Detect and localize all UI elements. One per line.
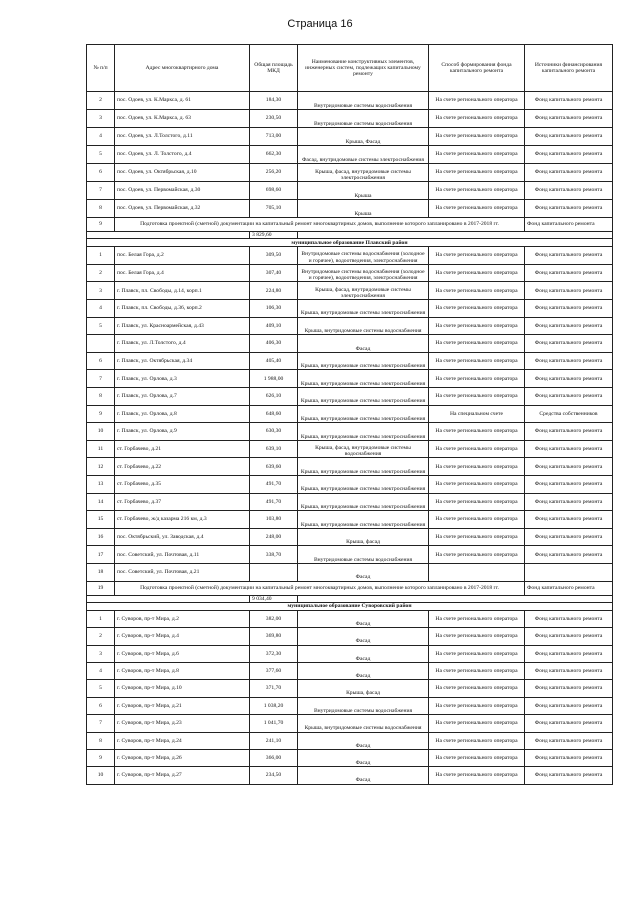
header-address: Адрес многоквартирного дома <box>115 45 250 92</box>
row-source: Фонд капитального ремонта <box>525 511 613 529</box>
row-number: 17 <box>87 546 115 564</box>
row-source: Фонд капитального ремонта <box>525 610 613 627</box>
table-row <box>87 423 613 441</box>
table-row <box>87 128 613 146</box>
row-works: Крыша <box>298 182 429 200</box>
row-number: 8 <box>87 732 115 749</box>
row-address: г. Суворов, пр-т Мира, д.10 <box>115 680 250 697</box>
table-header-row <box>87 45 613 92</box>
row-method: На счете регионального оператора <box>429 767 525 784</box>
row-works: Фасад <box>298 749 429 766</box>
design-docs-row <box>87 218 613 232</box>
row-works: Крыша, внутридомовые системы водоснабжения <box>298 715 429 732</box>
row-source: Фонд капитального ремонта <box>525 680 613 697</box>
row-works: Крыша <box>298 200 429 218</box>
row-area: 648,60 <box>250 405 298 423</box>
table-row <box>87 110 613 128</box>
row-method: На специальном счете <box>429 405 525 423</box>
row-address: ст. Горбачево, д.21 <box>115 440 250 458</box>
row-source: Фонд капитального ремонта <box>525 662 613 679</box>
row-number <box>87 335 115 353</box>
row-works: Крыша, внутридомовые системы водоснабжения <box>298 317 429 335</box>
row-number: 3 <box>87 110 115 128</box>
row-area: 103,80 <box>250 511 298 529</box>
row-method: На счете регионального оператора <box>429 317 525 335</box>
row-address: пос. Одоев, ул. Л. Толстого, д.4 <box>115 146 250 164</box>
row-number: 4 <box>87 128 115 146</box>
row-number: 3 <box>87 645 115 662</box>
row-works: Внутридомовые системы водоснабжения <box>298 546 429 564</box>
table-row <box>87 749 613 766</box>
row-source: Фонд капитального ремонта <box>525 493 613 511</box>
row-method: На счете регионального оператора <box>429 247 525 265</box>
row-method: На счете регионального оператора <box>429 300 525 318</box>
row-area: 224,80 <box>250 282 298 300</box>
table-row <box>87 247 613 265</box>
design-docs-row <box>87 581 613 595</box>
row-address: г. Плавск, ул. Орлова, д.8 <box>115 405 250 423</box>
row-number: 2 <box>87 92 115 110</box>
table-row <box>87 493 613 511</box>
row-method: На счете регионального оператора <box>429 749 525 766</box>
row-method: На счете регионального оператора <box>429 475 525 493</box>
row-area: 372,30 <box>250 645 298 662</box>
row-works: Фасад <box>298 335 429 353</box>
row-address: г. Плавск, ул. Орлова, д.3 <box>115 370 250 388</box>
row-source: Фонд капитального ремонта <box>525 645 613 662</box>
repair-program-table <box>86 44 613 785</box>
row-number: 16 <box>87 528 115 546</box>
row-address: пос. Белая Гора, д.4 <box>115 264 250 282</box>
row-address: пос. Одоев, ул. К.Маркса, д. 61 <box>115 92 250 110</box>
row-source: Фонд капитального ремонта <box>525 182 613 200</box>
row-works: Фасад, внутридомовые системы электроснабжения <box>298 146 429 164</box>
row-works: Фасад <box>298 628 429 645</box>
row-works: Внутридомовые системы водоснабжения <box>298 697 429 714</box>
row-works: Крыша, внутридомовые системы электроснабжения <box>298 423 429 441</box>
row-method: На счете регионального оператора <box>429 335 525 353</box>
row-method: На счете регионального оператора <box>429 645 525 662</box>
row-source: Фонд капитального ремонта <box>525 146 613 164</box>
row-number: 3 <box>87 282 115 300</box>
row-works: Фасад <box>298 563 429 581</box>
row-number: 12 <box>87 458 115 476</box>
row-works: Крыша, фасад, внутридомовые системы электроснабжения <box>298 164 429 182</box>
row-method: На счете регионального оператора <box>429 610 525 627</box>
row-address: г. Суворов, пр-т Мира, д.4 <box>115 628 250 645</box>
row-address: г. Плавск, ул. Л.Толстого, д.4 <box>115 335 250 353</box>
row-area: 1 041,70 <box>250 715 298 732</box>
row-source: Фонд капитального ремонта <box>525 546 613 564</box>
table-row <box>87 370 613 388</box>
row-number: 2 <box>87 628 115 645</box>
row-address: г. Суворов, пр-т Мира, д.21 <box>115 697 250 714</box>
row-number: 8 <box>87 200 115 218</box>
row-number: 10 <box>87 423 115 441</box>
row-number: 7 <box>87 715 115 732</box>
row-number: 8 <box>87 388 115 406</box>
district-row <box>87 602 613 610</box>
row-address: г. Плавск, ул. Красноармейская, д.43 <box>115 317 250 335</box>
row-works: Крыша, фасад, внутридомовые системы водоснабжения <box>298 440 429 458</box>
row-address: г. Плавск, ул. Орлова, д.9 <box>115 423 250 441</box>
row-method: На счете регионального оператора <box>429 662 525 679</box>
row-address: пос. Одоев, ул. Первомайская, д.30 <box>115 182 250 200</box>
table-row <box>87 282 613 300</box>
row-source: Фонд капитального ремонта <box>525 475 613 493</box>
row-number: 9 <box>87 749 115 766</box>
table-body <box>87 92 613 785</box>
row-number: 14 <box>87 493 115 511</box>
row-works: Крыша, Фасад <box>298 128 429 146</box>
total-spacer <box>87 595 250 602</box>
row-number: 4 <box>87 662 115 679</box>
row-area: 382,00 <box>250 610 298 627</box>
row-method: На счете регионального оператора <box>429 200 525 218</box>
row-area: 405,40 <box>250 352 298 370</box>
row-works: Фасад <box>298 767 429 784</box>
row-address: пос. Советский, ул. Почтовая, д.21 <box>115 563 250 581</box>
row-area <box>250 563 298 581</box>
row-works: Фасад <box>298 610 429 627</box>
row-source: Фонд капитального ремонта <box>525 92 613 110</box>
row-source: Фонд капитального ремонта <box>525 218 613 232</box>
row-method: На счете регионального оператора <box>429 511 525 529</box>
row-address: г. Суворов, пр-т Мира, д.23 <box>115 715 250 732</box>
row-source <box>525 563 613 581</box>
row-area: 491,70 <box>250 475 298 493</box>
row-address: г. Суворов, пр-т Мира, д.8 <box>115 662 250 679</box>
row-source: Фонд капитального ремонта <box>525 715 613 732</box>
row-area: 234,50 <box>250 767 298 784</box>
row-method: На счете регионального оператора <box>429 164 525 182</box>
header-num: № п/п <box>87 45 115 92</box>
table-row <box>87 458 613 476</box>
row-source: Фонд капитального ремонта <box>525 264 613 282</box>
header-works: Наименование конструктивных элементов, инженерных систем, подлежащих капитальному ремонту <box>298 45 429 92</box>
row-address: ст. Горбачево, ж/д казарма 216 км, д.3 <box>115 511 250 529</box>
row-source: Средства собственников <box>525 405 613 423</box>
row-number: 5 <box>87 680 115 697</box>
row-area: 626,10 <box>250 388 298 406</box>
table-row <box>87 200 613 218</box>
row-method <box>429 563 525 581</box>
row-area: 1 988,00 <box>250 370 298 388</box>
row-method: На счете регионального оператора <box>429 528 525 546</box>
table-row <box>87 732 613 749</box>
row-works: Фасад <box>298 732 429 749</box>
row-works: Крыша, внутридомовые системы электроснабжения <box>298 300 429 318</box>
row-number: 11 <box>87 440 115 458</box>
row-address: ст. Горбачево, д.22 <box>115 458 250 476</box>
row-number: 5 <box>87 146 115 164</box>
table-row <box>87 317 613 335</box>
row-address: г. Суворов, пр-т Мира, д.27 <box>115 767 250 784</box>
row-address: г. Суворов, пр-т Мира, д.6 <box>115 645 250 662</box>
row-number: 1 <box>87 610 115 627</box>
row-source: Фонд капитального ремонта <box>525 581 613 595</box>
table-row <box>87 546 613 564</box>
row-number: 1 <box>87 247 115 265</box>
row-area: 248,00 <box>250 528 298 546</box>
row-address: г. Плавск, пл. Свободы, д.14, корп.1 <box>115 282 250 300</box>
row-area: 491,70 <box>250 493 298 511</box>
row-works: Крыша, внутридомовые системы электроснабжения <box>298 458 429 476</box>
row-area: 377,60 <box>250 662 298 679</box>
table-row <box>87 335 613 353</box>
row-source: Фонд капитального ремонта <box>525 458 613 476</box>
row-address: пос. Советский, ул. Почтовая, д.11 <box>115 546 250 564</box>
page-title: Страница 16 <box>287 18 353 30</box>
row-source: Фонд капитального ремонта <box>525 370 613 388</box>
table-row <box>87 697 613 714</box>
row-area: 241,10 <box>250 732 298 749</box>
row-source: Фонд капитального ремонта <box>525 388 613 406</box>
row-source: Фонд капитального ремонта <box>525 110 613 128</box>
row-address: ст. Горбачево, д.37 <box>115 493 250 511</box>
row-method: На счете регионального оператора <box>429 628 525 645</box>
row-address: ст. Горбачево, д.35 <box>115 475 250 493</box>
row-source: Фонд капитального ремонта <box>525 767 613 784</box>
table-row <box>87 146 613 164</box>
table-row <box>87 475 613 493</box>
table-row <box>87 352 613 370</box>
row-works: Фасад <box>298 662 429 679</box>
table-row <box>87 300 613 318</box>
row-works: Фасад <box>298 645 429 662</box>
row-source: Фонд капитального ремонта <box>525 352 613 370</box>
table-row <box>87 388 613 406</box>
row-method: На счете регионального оператора <box>429 182 525 200</box>
row-works: Крыша, внутридомовые системы электроснабжения <box>298 493 429 511</box>
table-row <box>87 164 613 182</box>
row-area: 256,20 <box>250 164 298 182</box>
table-row <box>87 528 613 546</box>
total-row <box>87 232 613 239</box>
row-number: 7 <box>87 370 115 388</box>
row-source: Фонд капитального ремонта <box>525 247 613 265</box>
row-works: Внутридомовые системы водоснабжения (холодное и горячее), водоотведения, электроснабжения <box>298 247 429 265</box>
table-row <box>87 92 613 110</box>
header-area: Общая площадь МКД <box>250 45 298 92</box>
row-works: Крыша, внутридомовые системы электроснабжения <box>298 370 429 388</box>
row-number: 9 <box>87 218 115 232</box>
row-design-text: Подготовка проектной (сметной) документации на капитальный ремонт многоквартирных домов, выполнение которого запланировано в 2017-2018 гг. <box>115 581 525 595</box>
row-method: На счете регионального оператора <box>429 697 525 714</box>
row-method: На счете регионального оператора <box>429 732 525 749</box>
row-works: Крыша, фасад, внутридомовые системы электроснабжения <box>298 282 429 300</box>
row-number: 6 <box>87 352 115 370</box>
row-area: 630,30 <box>250 423 298 441</box>
row-works: Крыша, внутридомовые системы электроснабжения <box>298 475 429 493</box>
row-area: 307,40 <box>250 264 298 282</box>
row-source: Фонд капитального ремонта <box>525 423 613 441</box>
district-row <box>87 239 613 247</box>
row-number: 10 <box>87 767 115 784</box>
row-source: Фонд капитального ремонта <box>525 282 613 300</box>
row-number: 9 <box>87 405 115 423</box>
row-source: Фонд капитального ремонта <box>525 440 613 458</box>
row-address: пос. Белая Гора, д.2 <box>115 247 250 265</box>
row-address: г. Плавск, пл. Свободы, д.36, корп.2 <box>115 300 250 318</box>
table-row <box>87 645 613 662</box>
row-number: 5 <box>87 317 115 335</box>
table-row <box>87 405 613 423</box>
row-works: Крыша, внутридомовые системы электроснабжения <box>298 388 429 406</box>
row-area: 639,10 <box>250 440 298 458</box>
row-area: 309,50 <box>250 247 298 265</box>
row-number: 6 <box>87 697 115 714</box>
row-area: 406,30 <box>250 335 298 353</box>
table-row <box>87 182 613 200</box>
row-source: Фонд капитального ремонта <box>525 164 613 182</box>
row-method: На счете регионального оператора <box>429 110 525 128</box>
row-design-text: Подготовка проектной (сметной) документации на капитальный ремонт многоквартирных домов, выполнение которого запланировано в 2017-2018 гг. <box>115 218 525 232</box>
row-works: Крыша, внутридомовые системы электроснабжения <box>298 352 429 370</box>
row-method: На счете регионального оператора <box>429 92 525 110</box>
row-source: Фонд капитального ремонта <box>525 128 613 146</box>
row-source: Фонд капитального ремонта <box>525 749 613 766</box>
row-address: г. Суворов, пр-т Мира, д.24 <box>115 732 250 749</box>
row-address: пос. Октябрьский, ул. Заводская, д.4 <box>115 528 250 546</box>
total-spacer <box>87 232 250 239</box>
table-row <box>87 563 613 581</box>
row-works: Внутридомовые системы водоснабжения <box>298 110 429 128</box>
row-address: г. Плавск, ул. Орлова, д.7 <box>115 388 250 406</box>
row-area: 713,00 <box>250 128 298 146</box>
row-area: 371,70 <box>250 680 298 697</box>
row-area: 662,30 <box>250 146 298 164</box>
row-source: Фонд капитального ремонта <box>525 732 613 749</box>
table-row <box>87 440 613 458</box>
row-number: 19 <box>87 581 115 595</box>
table-row <box>87 680 613 697</box>
row-number: 15 <box>87 511 115 529</box>
row-method: На счете регионального оператора <box>429 370 525 388</box>
row-area: 705,10 <box>250 200 298 218</box>
total-row <box>87 595 613 602</box>
row-works: Крыша, фасад <box>298 680 429 697</box>
district-name: муниципальное образование Суворовский район <box>87 602 613 610</box>
row-area: 639,60 <box>250 458 298 476</box>
row-area: 184,30 <box>250 92 298 110</box>
row-source: Фонд капитального ремонта <box>525 528 613 546</box>
row-works: Внутридомовые системы водоснабжения (холодное и горячее), водоотведения, электроснабжения <box>298 264 429 282</box>
row-number: 7 <box>87 182 115 200</box>
row-method: На счете регионального оператора <box>429 388 525 406</box>
table-row <box>87 264 613 282</box>
row-number: 2 <box>87 264 115 282</box>
total-spacer <box>298 232 613 239</box>
total-spacer <box>298 595 613 602</box>
row-area: 338,70 <box>250 546 298 564</box>
row-method: На счете регионального оператора <box>429 146 525 164</box>
row-source: Фонд капитального ремонта <box>525 628 613 645</box>
row-address: пос. Одоев, ул. Первомайская, д.32 <box>115 200 250 218</box>
row-source: Фонд капитального ремонта <box>525 200 613 218</box>
row-area: 369,80 <box>250 628 298 645</box>
header-method: Способ формирования фонда капитального ремонта <box>429 45 525 92</box>
row-address: г. Суворов, пр-т Мира, д.26 <box>115 749 250 766</box>
row-source: Фонд капитального ремонта <box>525 317 613 335</box>
row-works: Крыша, внутридомовые системы электроснабжения <box>298 511 429 529</box>
table-row <box>87 610 613 627</box>
total-area: 3 829,60 <box>250 232 298 239</box>
table-row <box>87 662 613 679</box>
row-method: На счете регионального оператора <box>429 680 525 697</box>
row-area: 698,60 <box>250 182 298 200</box>
row-address: пос. Одоев, ул. К.Маркса, д. 63 <box>115 110 250 128</box>
row-method: На счете регионального оператора <box>429 458 525 476</box>
row-works: Крыша, фасад <box>298 528 429 546</box>
row-method: На счете регионального оператора <box>429 128 525 146</box>
row-method: На счете регионального оператора <box>429 352 525 370</box>
table-row <box>87 767 613 784</box>
row-method: На счете регионального оператора <box>429 440 525 458</box>
row-number: 4 <box>87 300 115 318</box>
district-name: муниципальное образование Плавский район <box>87 239 613 247</box>
row-area: 409,10 <box>250 317 298 335</box>
row-method: На счете регионального оператора <box>429 546 525 564</box>
row-method: На счете регионального оператора <box>429 264 525 282</box>
row-number: 18 <box>87 563 115 581</box>
row-method: На счете регионального оператора <box>429 715 525 732</box>
row-address: пос. Одоев, ул. Октябрьская, д.10 <box>115 164 250 182</box>
row-area: 1 038,20 <box>250 697 298 714</box>
table-row <box>87 628 613 645</box>
total-area: 9 034,40 <box>250 595 298 602</box>
row-address: г. Плавск, ул. Октябрьская, д.34 <box>115 352 250 370</box>
row-number: 13 <box>87 475 115 493</box>
row-address: г. Суворов, пр-т Мира, д.2 <box>115 610 250 627</box>
row-source: Фонд капитального ремонта <box>525 697 613 714</box>
row-area: 106,30 <box>250 300 298 318</box>
header-source: Источники финансирования капитального ремонта <box>525 45 613 92</box>
row-source: Фонд капитального ремонта <box>525 300 613 318</box>
row-address: пос. Одоев, ул. Л.Толстого, д.11 <box>115 128 250 146</box>
row-method: На счете регионального оператора <box>429 423 525 441</box>
row-method: На счете регионального оператора <box>429 282 525 300</box>
row-area: 366,00 <box>250 749 298 766</box>
table-row <box>87 511 613 529</box>
row-method: На счете регионального оператора <box>429 493 525 511</box>
row-source: Фонд капитального ремонта <box>525 335 613 353</box>
row-works: Крыша, внутридомовые системы электроснабжения <box>298 405 429 423</box>
table-row <box>87 715 613 732</box>
row-number: 6 <box>87 164 115 182</box>
row-area: 230,50 <box>250 110 298 128</box>
row-works: Внутридомовые системы водоснабжения <box>298 92 429 110</box>
